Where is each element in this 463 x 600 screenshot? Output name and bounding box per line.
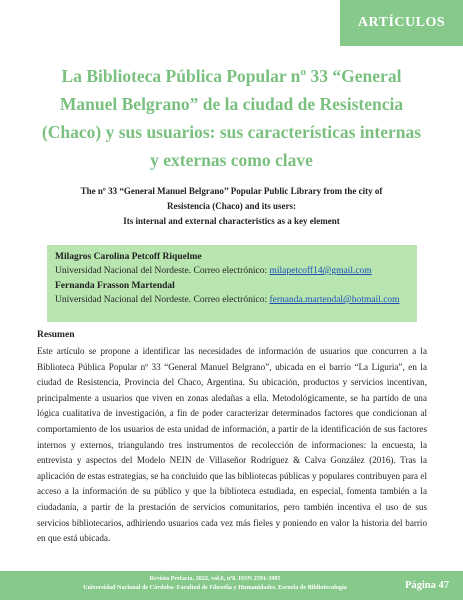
author-email-link[interactable]: milapetcoff14@gmail.com bbox=[269, 266, 372, 276]
footer-university-line: Universidad Nacional de Córdoba- Facultad de Filosofía y Humanidades. Escuela de Bibliotecología bbox=[83, 584, 347, 591]
page-footer bbox=[0, 571, 463, 600]
abstract-heading: Resumen bbox=[37, 330, 75, 340]
affiliation-text: Universidad Nacional del Nordeste. Correo electrónico: bbox=[55, 266, 268, 276]
title-en-line-3: Its internal and external characteristics as a key element bbox=[123, 216, 340, 226]
title-en-line-1: The nº 33 “General Manuel Belgrano’’ Popular Public Library from the city of bbox=[80, 186, 383, 196]
author-name: Milagros Carolina Petcoff Riquelme bbox=[55, 252, 202, 262]
title-en-line-2: Resistencia (Chaco) and its users: bbox=[167, 201, 296, 211]
page-number: Página 47 bbox=[404, 580, 449, 591]
article-title-es: La Biblioteca Pública Popular nº 33 “General Manuel Belgrano” de la ciudad de Resistencia (Chaco) y sus usuarios: sus características internas y externas como clave bbox=[41, 66, 422, 170]
author-affiliation bbox=[55, 293, 409, 307]
affiliation-text: Universidad Nacional del Nordeste. Correo electrónico: bbox=[55, 295, 268, 305]
abstract-text: Este artículo se propone a identificar las necesidades de información de usuarios que concurren a la Biblioteca Pública Popular nº 33 “General Manuel Belgrano”, ubicada en el barrio “La Liguria”, en la ciudad de Resistencia, Provincia del Chaco, Argentina. Su ubicación, productos y servicios incentivan, principalmente a usuarios que viven en zonas aledañas a ella. Metodológicamente, se ha partido de una lógica cualitativa de investigación, a fin de poder caracterizar determinados factores que condicionan al comportamiento de los usuarios de esta unidad de información, a partir de la identificación de sus factores internos y externos, triangulando tres instrumentos de recolección de informaciones: la encuesta, la entrevista y aspectos del Modelo NEIN de Villaseñor Rodríguez & Calva González (2016). Tras la aplicación de estas estrategias, se ha concluido que las bibliotecas públicas y populares contribuyen para el acceso a la información de su público y que la biblioteca estudiada, en especial, fomenta también a la ciudadanía, a partir de la prestación de servicios comunitarios, pero también incentiva el uso de sus servicios bibliotecarios, adhiriendo usuarios cada vez más fieles y poniendo en valor la historia del barrio en que está ubicada. bbox=[37, 346, 427, 544]
authors-box bbox=[47, 245, 417, 322]
author-name: Fernanda Frasson Martendal bbox=[55, 281, 175, 291]
author-email-link[interactable]: fernanda.martendal@hotmail.com bbox=[269, 295, 400, 305]
section-tag: ARTÍCULOS bbox=[340, 0, 463, 46]
article-title-en bbox=[50, 184, 413, 229]
author-affiliation bbox=[55, 264, 409, 278]
footer-journal-line: Revista Prefacio, 2022, vol.6, nº8. ISSN 2591-3905 bbox=[149, 575, 281, 582]
